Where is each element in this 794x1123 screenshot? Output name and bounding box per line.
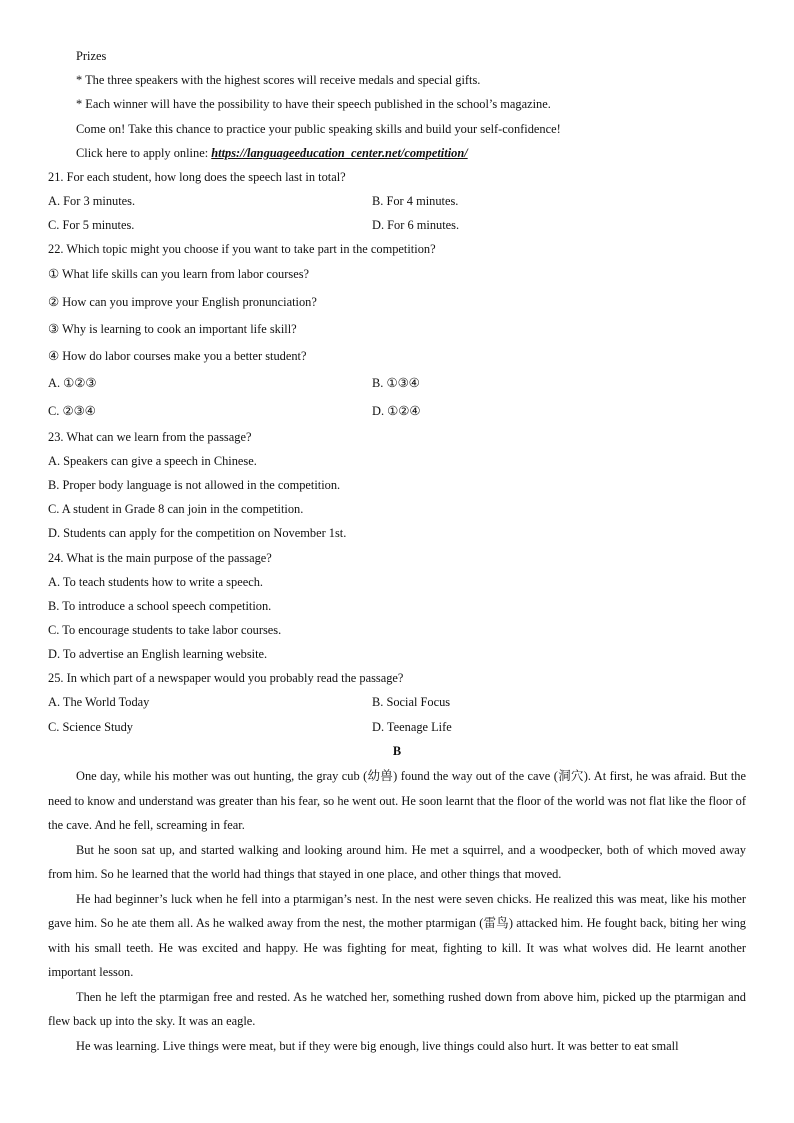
q24-option-a: A. To teach students how to write a speech.: [48, 575, 263, 589]
question-25: 25. In which part of a newspaper would you probably read the passage?: [48, 671, 404, 685]
q21-option-d: D. For 6 minutes.: [372, 218, 460, 232]
encouragement-line: Come on! Take this chance to practice your public speaking skills and build your self-confidence!: [76, 122, 561, 136]
q24-option-c: C. To encourage students to take labor courses.: [48, 623, 282, 637]
q25-option-a: A. The World Today: [48, 695, 150, 709]
passage-b-paragraph-4: Then he left the ptarmigan free and rested. As he watched her, something rushed down from above him, picked up the ptarmigan and flew back up into the sky. It was an eagle.: [48, 989, 746, 1028]
q23-option-c: C. A student in Grade 8 can join in the competition.: [48, 502, 304, 516]
question-21: 21. For each student, how long does the speech last in total?: [48, 170, 346, 184]
passage-b: [48, 764, 746, 1058]
question-22: 22. Which topic might you choose if you want to take part in the competition?: [48, 242, 436, 256]
passage-b-paragraph-3: He had beginner’s luck when he fell into a ptarmigan’s nest. In the nest were seven chicks. He realized this was meat, like his mother gave him. So he ate them all. As he walked away from the nest, the mother ptarmigan (雷鸟) attacked him. He fought back, biting her wing with his small teeth. He was excited and happy. He was fighting for meat, fighting to kill. It was what wolves did. He learnt another important lesson.: [48, 891, 746, 979]
section-b-heading: B: [392, 744, 402, 758]
q23-option-d: D. Students can apply for the competition on November 1st.: [48, 526, 347, 540]
q21-option-b: B. For 4 minutes.: [372, 194, 459, 208]
apply-line: [76, 145, 468, 161]
q21-option-a: A. For 3 minutes.: [48, 194, 136, 208]
question-24: 24. What is the main purpose of the passage?: [48, 551, 272, 565]
question-23: 23. What can we learn from the passage?: [48, 430, 252, 444]
q22-option-c: C. ②③④: [48, 404, 96, 418]
q22-option-b: B. ①③④: [372, 376, 420, 390]
q25-option-c: C. Science Study: [48, 720, 134, 734]
q24-option-b: B. To introduce a school speech competition.: [48, 599, 272, 613]
q25-option-d: D. Teenage Life: [372, 720, 452, 734]
q23-option-a: A. Speakers can give a speech in Chinese.: [48, 454, 257, 468]
prize-bullet-1: * The three speakers with the highest scores will receive medals and special gifts.: [76, 73, 481, 87]
apply-prefix: Click here to apply online:: [76, 146, 212, 160]
q22-topic-4: ④ How do labor courses make you a better student?: [48, 349, 307, 363]
q24-option-d: D. To advertise an English learning website.: [48, 647, 268, 661]
passage-b-paragraph-1: One day, while his mother was out hunting, the gray cub (幼兽) found the way out of the cave (洞穴). At first, he was afraid. But the need to know and understand was greater than his fear, so he went out. He soon learnt that the floor of the world was not flat like the floor of the cave. And he fell, screaming in fear.: [48, 769, 746, 832]
q22-topic-2: ② How can you improve your English pronunciation?: [48, 295, 317, 309]
q22-topic-3: ③ Why is learning to cook an important life skill?: [48, 322, 297, 336]
prize-bullet-2: * Each winner will have the possibility to have their speech published in the school’s magazine.: [76, 97, 551, 111]
passage-b-paragraph-5: He was learning. Live things were meat, but if they were big enough, live things could also hurt. It was better to eat small: [76, 1038, 679, 1053]
q22-topic-1: ① What life skills can you learn from labor courses?: [48, 267, 310, 281]
q21-option-c: C. For 5 minutes.: [48, 218, 135, 232]
prizes-heading: Prizes: [76, 49, 107, 63]
q22-option-a: A. ①②③: [48, 376, 97, 390]
apply-link[interactable]: https://languageeducation_center.net/competition/: [211, 146, 468, 160]
q22-option-d: D. ①②④: [372, 404, 421, 418]
passage-b-paragraph-2: But he soon sat up, and started walking and looking around him. He met a squirrel, and a woodpecker, both of which moved away from him. So he learned that the world had things that stayed in one place, and other things that moved.: [48, 842, 746, 881]
q25-option-b: B. Social Focus: [372, 695, 451, 709]
q23-option-b: B. Proper body language is not allowed in the competition.: [48, 478, 341, 492]
